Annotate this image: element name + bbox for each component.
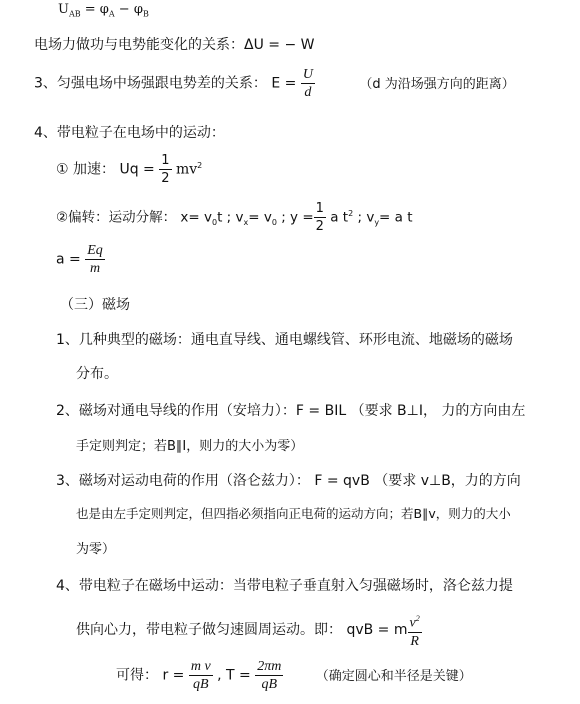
lorentz-force: 3、磁场对运动电荷的作用（洛仑兹力）： F = qvB （要求 v⊥B，力的方向 (56, 473, 521, 489)
potential-difference-formula: $U_{AB} = \varphi_A - \varphi_B$ (58, 2, 149, 19)
fraction-half: $\frac{1}{2}$ (315, 201, 324, 234)
fraction-eq-over-m: $\frac{Eq}{m}$ (87, 243, 103, 276)
centripetal-force-formula: 供向心力，带电粒子做匀速圆周运动。即： qvB = m $\frac{v^2}{R}$ (76, 610, 422, 650)
radius-period-formulas: 可得： r = $\frac{\text{m v}}{qB}$ , T = $\frac{2\pi m}{qB}$ （确定圆心和半径是关键） (116, 659, 472, 692)
deflection-formula: ②偏转：运动分解： $x= v_0t$ ; $v_x= v_0$ ; y = $\frac{1}{2}$ a $t^2$ ; $v_y= a$ t (56, 201, 413, 234)
fraction-2pim-over-qb: $\frac{2\pi m}{qB}$ (257, 659, 282, 692)
charged-particle-magnetic-motion: 4、带电粒子在磁场中运动：当带电粒子垂直射入匀强磁场时，洛仑兹力提 (56, 578, 513, 594)
lorentz-force-end: 为零） (76, 542, 116, 557)
section-heading-magnetic-field: （三）磁场 (60, 297, 130, 313)
section-heading-electric-motion: 4、带电粒子在电场中的运动： (34, 125, 225, 141)
work-energy-relation: 电场力做功与电势能变化的关系：ΔU = − W (34, 37, 315, 53)
fraction-u-over-d: $\frac{U}{d}$ (302, 67, 313, 100)
typical-magnetic-fields: 1、几种典型的磁场：通电直导线、通电螺线管、环形电流、地磁场的磁场 (56, 332, 513, 348)
ampere-force: 2、磁场对通电导线的作用（安培力）：F = BIL （要求 B⊥I， 力的方向由左 (56, 403, 526, 419)
lorentz-force-cont: 也是由左手定则判定，但四指必须指向正电荷的运动方向；若B∥v，则力的大小 (76, 506, 511, 521)
acceleration-formula: ① 加速： Uq = $\frac{1}{2}$ $mv^2$ (56, 153, 203, 186)
fraction-v2-over-r: $\frac{v^2}{R}$ (408, 610, 422, 650)
fraction-mv-over-qb: $\frac{\text{m v}}{qB}$ (190, 659, 211, 692)
field-potential-relation: 3、匀强电场中场强跟电势差的关系： E = $\frac{U}{d}$ （d 为沿场强方向的距离） (34, 67, 515, 100)
typical-magnetic-fields-cont: 分布。 (76, 366, 118, 382)
ampere-force-cont: 手定则判定；若B∥I，则力的大小为零） (76, 439, 304, 454)
fraction-half: $\frac{1}{2}$ (161, 153, 170, 186)
acceleration-eq-over-m: a = $\frac{Eq}{m}$ (56, 243, 103, 276)
